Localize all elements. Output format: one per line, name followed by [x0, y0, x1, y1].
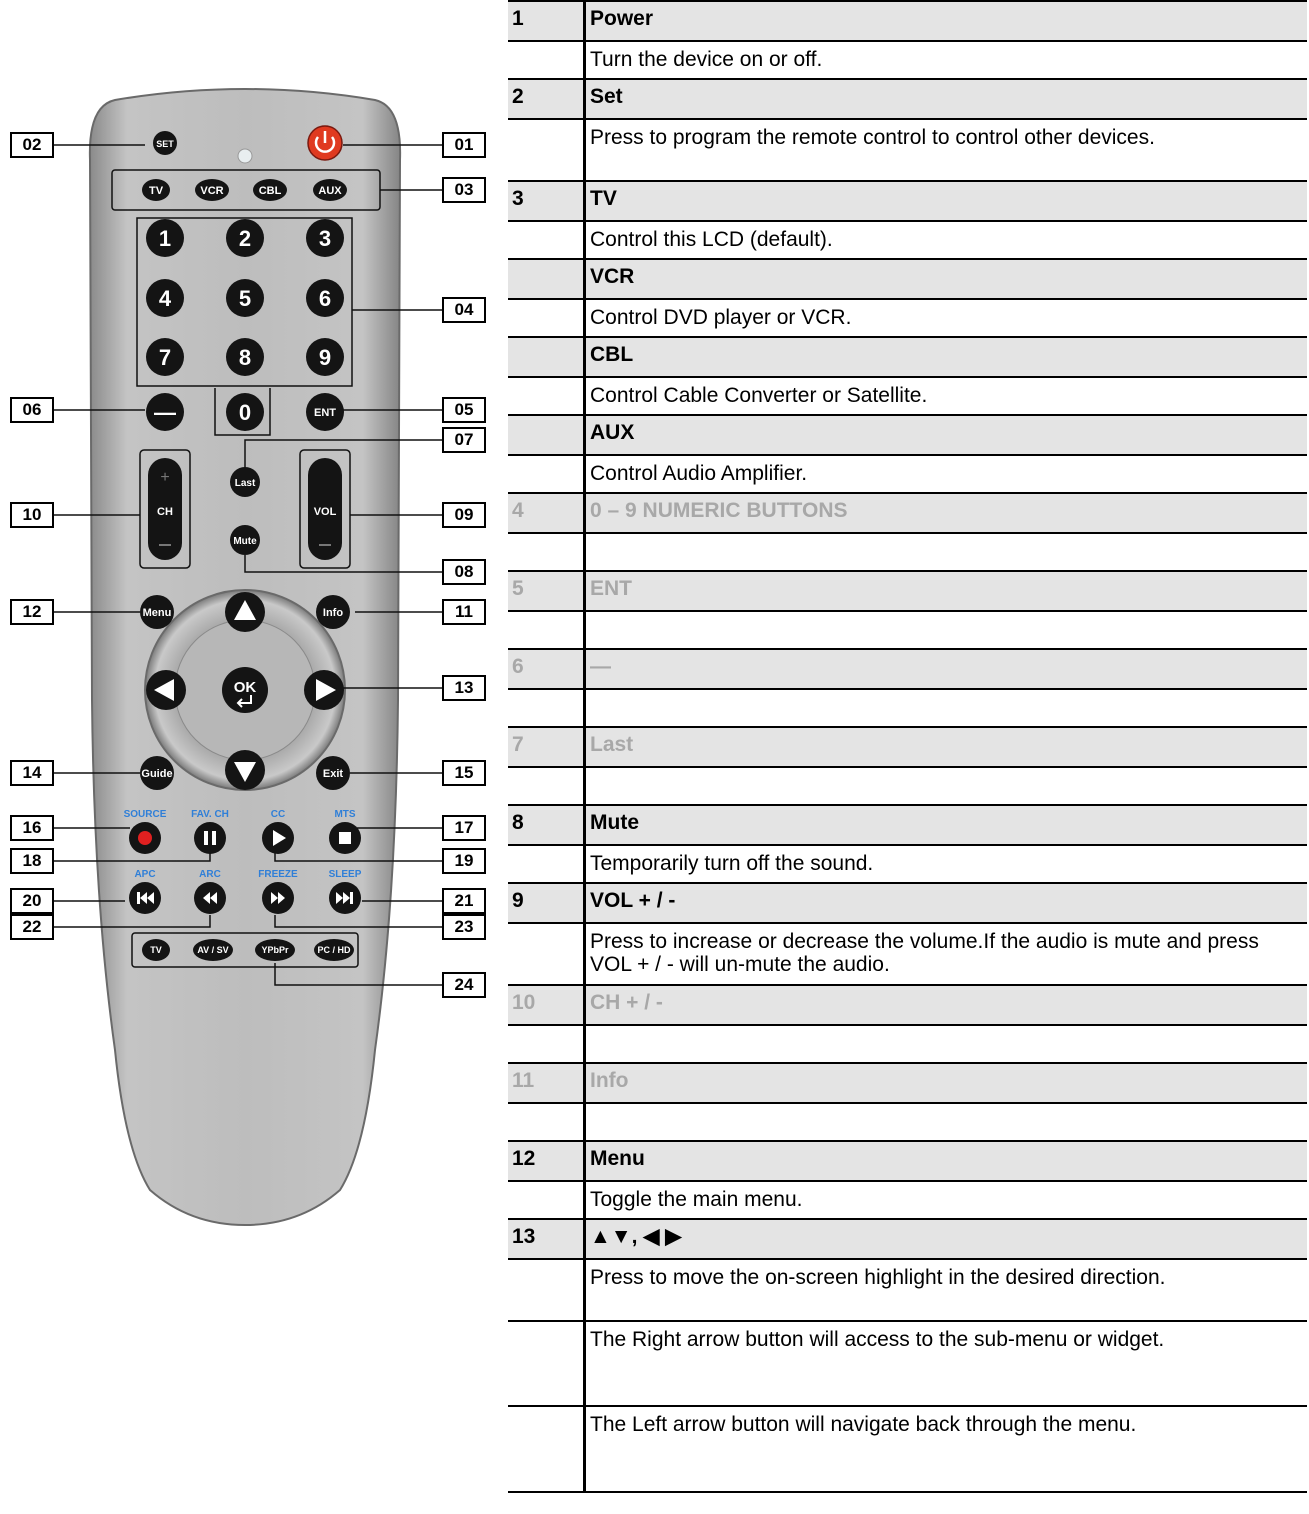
item-title: TV [585, 181, 1308, 221]
item-title: Last [585, 727, 1308, 767]
svg-text:7: 7 [158, 345, 172, 370]
table-row-description [508, 377, 1307, 415]
table-row-description [508, 221, 1307, 259]
table-row-description [508, 299, 1307, 337]
item-number: 6 [508, 649, 585, 689]
item-number: 10 [508, 985, 585, 1025]
svg-text:8: 8 [238, 345, 252, 370]
item-title: Mute [585, 805, 1308, 845]
callout-16: 16 [10, 815, 54, 841]
item-number: 12 [508, 1141, 585, 1181]
item-title: — [585, 649, 1308, 689]
item-number: 7 [508, 727, 585, 767]
callout-10: 10 [10, 502, 54, 528]
callout-13: 13 [442, 675, 486, 701]
item-title: ▲▼, ◀ ▶ [585, 1219, 1308, 1259]
item-description: Control Cable Converter or Satellite. [585, 377, 1308, 415]
item-title: VCR [585, 259, 1308, 299]
item-title: VOL + / - [585, 883, 1308, 923]
remote-control-drawing [0, 0, 500, 1514]
item-description: Temporarily turn off the sound. [585, 845, 1308, 883]
favch-button [194, 822, 226, 854]
svg-text:CC: CC [270, 809, 286, 820]
table-row-heading [508, 493, 1307, 533]
status-led [238, 149, 252, 163]
callout-04: 04 [442, 297, 486, 323]
item-number: 2 [508, 79, 585, 119]
callout-07: 07 [442, 427, 486, 453]
svg-text:AV / SV: AV / SV [197, 945, 229, 955]
svg-text:FREEZE: FREEZE [258, 869, 298, 880]
svg-text:PC / HD: PC / HD [317, 945, 351, 955]
button-description-table [508, 0, 1307, 1493]
svg-text:9: 9 [318, 345, 332, 370]
table-row-heading [508, 883, 1307, 923]
item-title: Power [585, 1, 1308, 41]
table-row-description [508, 119, 1307, 181]
vcr-button-label: VCR [200, 185, 224, 197]
callout-17: 17 [442, 815, 486, 841]
pause-icon [204, 831, 208, 845]
item-title: Set [585, 79, 1308, 119]
set-button-label: SET [156, 139, 174, 149]
callout-09: 09 [442, 502, 486, 528]
item-title: 0 – 9 NUMERIC BUTTONS [585, 493, 1308, 533]
svg-text:ENT: ENT [314, 407, 336, 419]
item-title: AUX [585, 415, 1308, 455]
item-description: Control DVD player or VCR. [585, 299, 1308, 337]
item-number: 5 [508, 571, 585, 611]
callout-11: 11 [442, 599, 486, 625]
table-row-heading [508, 1219, 1307, 1259]
callout-02: 02 [10, 132, 54, 158]
table-row-description [508, 923, 1307, 985]
table-row-heading [508, 727, 1307, 767]
item-number: 13 [508, 1219, 585, 1259]
svg-text:Exit: Exit [322, 768, 344, 780]
table-row-heading [508, 337, 1307, 377]
table-row-description [508, 767, 1307, 805]
callout-20: 20 [10, 888, 54, 914]
svg-text:1: 1 [158, 226, 172, 251]
table-row-heading [508, 181, 1307, 221]
svg-text:5: 5 [238, 286, 252, 311]
table-row-description [508, 845, 1307, 883]
callout-24: 24 [442, 972, 486, 998]
item-description [585, 1025, 1308, 1063]
svg-text:Mute: Mute [233, 536, 257, 547]
item-description: Toggle the main menu. [585, 1181, 1308, 1219]
table-row-description [508, 1181, 1307, 1219]
table-row-description [508, 533, 1307, 571]
svg-text:FAV. CH: FAV. CH [191, 809, 229, 820]
callout-03: 03 [442, 177, 486, 203]
svg-text:Last: Last [234, 478, 256, 489]
table-row-description [508, 689, 1307, 727]
svg-text:3: 3 [318, 226, 332, 251]
svg-text:CH: CH [157, 506, 173, 518]
item-description [585, 689, 1308, 727]
svg-text:SOURCE: SOURCE [123, 809, 167, 820]
table-row-description [508, 1259, 1307, 1321]
table-row-description [508, 611, 1307, 649]
cbl-button-label: CBL [258, 185, 282, 197]
item-description [585, 533, 1308, 571]
item-description [585, 1103, 1308, 1141]
svg-text:0: 0 [238, 400, 252, 425]
svg-text:+: + [160, 469, 170, 486]
svg-text:APC: APC [134, 869, 156, 880]
table-row-description [508, 41, 1307, 79]
table-row-heading [508, 1141, 1307, 1181]
svg-text:OK: OK [233, 679, 257, 696]
item-number: 3 [508, 181, 585, 221]
callout-18: 18 [10, 848, 54, 874]
svg-text:2: 2 [238, 226, 252, 251]
svg-text:Guide: Guide [141, 768, 173, 780]
item-number: 9 [508, 883, 585, 923]
item-title: CH + / - [585, 985, 1308, 1025]
table-row-heading [508, 985, 1307, 1025]
table-row-description [508, 1103, 1307, 1141]
stop-icon [339, 832, 351, 844]
table-row-heading [508, 649, 1307, 689]
item-title: CBL [585, 337, 1308, 377]
item-number [508, 259, 585, 299]
callout-08: 08 [442, 559, 486, 585]
svg-text:VOL: VOL [313, 506, 337, 518]
item-description: Turn the device on or off. [585, 41, 1308, 79]
item-description: Control this LCD (default). [585, 221, 1308, 259]
callout-12: 12 [10, 599, 54, 625]
svg-text:ARC: ARC [199, 869, 221, 880]
table-row-heading [508, 571, 1307, 611]
item-description: Press to program the remote control to control other devices. [585, 119, 1308, 181]
item-description: The Right arrow button will access to the sub-menu or widget. [585, 1321, 1308, 1406]
table-row-description [508, 455, 1307, 493]
table-row-heading [508, 1063, 1307, 1103]
callout-19: 19 [442, 848, 486, 874]
svg-text:—: — [154, 400, 176, 425]
item-title: Info [585, 1063, 1308, 1103]
svg-text:SLEEP: SLEEP [328, 869, 362, 880]
item-description: Press to move the on-screen highlight in the desired direction. [585, 1259, 1308, 1321]
item-number: 4 [508, 493, 585, 533]
table-row-heading [508, 1, 1307, 41]
table-row-description [508, 1321, 1307, 1406]
table-row-heading [508, 259, 1307, 299]
table-row-heading [508, 79, 1307, 119]
table-row-heading [508, 415, 1307, 455]
item-number [508, 415, 585, 455]
svg-text:Menu: Menu [142, 607, 172, 619]
callout-06: 06 [10, 397, 54, 423]
table-row-description [508, 1406, 1307, 1492]
callout-22: 22 [10, 914, 54, 940]
table-row-description [508, 1025, 1307, 1063]
svg-text:4: 4 [158, 286, 172, 311]
callout-14: 14 [10, 760, 54, 786]
callout-23: 23 [442, 914, 486, 940]
tv-button-label: TV [148, 185, 164, 197]
callout-01: 01 [442, 132, 486, 158]
item-number: 8 [508, 805, 585, 845]
item-number: 1 [508, 1, 585, 41]
item-description: Press to increase or decrease the volume.If the audio is mute and press VOL + / - will un-mute the audio. [585, 923, 1308, 985]
item-title: Menu [585, 1141, 1308, 1181]
callout-15: 15 [442, 760, 486, 786]
callout-05: 05 [442, 397, 486, 423]
record-icon [138, 831, 152, 845]
item-description [585, 767, 1308, 805]
item-description [585, 611, 1308, 649]
svg-text:6: 6 [318, 286, 332, 311]
item-description: The Left arrow button will navigate back through the menu. [585, 1406, 1308, 1492]
table-row-heading [508, 805, 1307, 845]
item-title: ENT [585, 571, 1308, 611]
svg-text:YPbPr: YPbPr [261, 945, 289, 955]
remote-illustration [0, 0, 500, 1514]
callout-21: 21 [442, 888, 486, 914]
item-number [508, 337, 585, 377]
aux-button-label: AUX [318, 185, 342, 197]
svg-text:TV: TV [150, 945, 162, 955]
svg-text:MTS: MTS [334, 809, 356, 820]
item-description: Control Audio Amplifier. [585, 455, 1308, 493]
svg-text:Info: Info [322, 607, 344, 619]
item-number: 11 [508, 1063, 585, 1103]
